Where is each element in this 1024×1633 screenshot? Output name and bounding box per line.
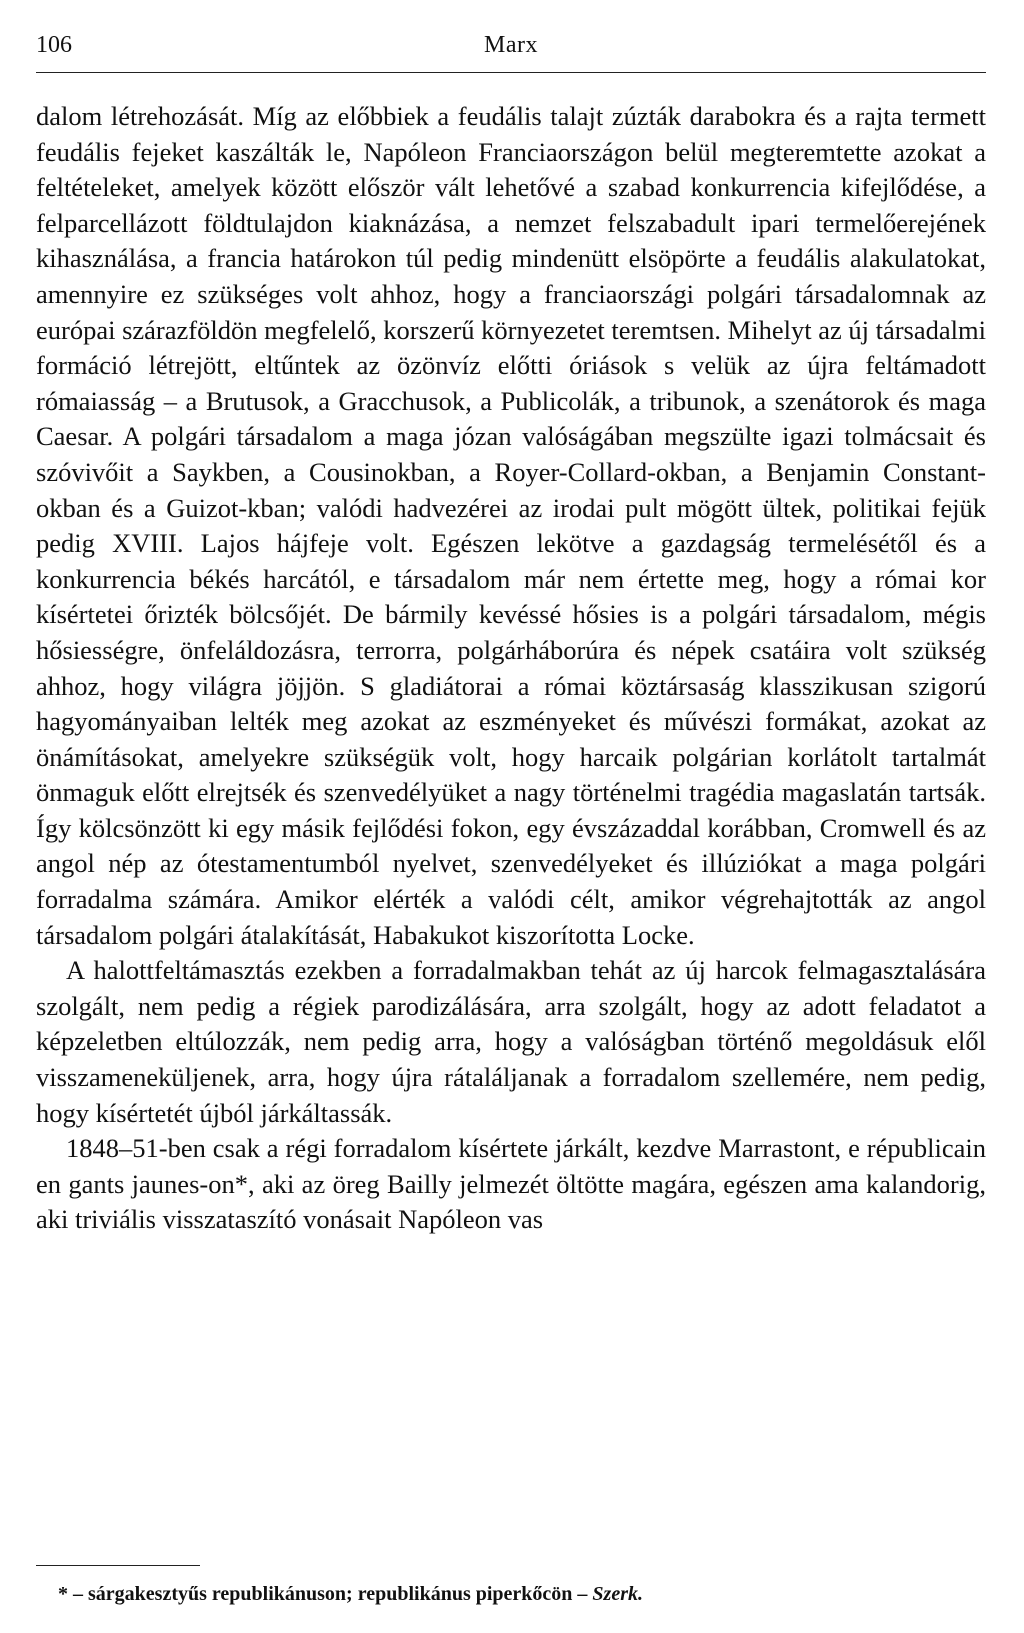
footnote-text: * – sárgakesztyűs republikánuson; republikánus piperkőcön – xyxy=(58,1583,593,1605)
paragraph: 1848–51-ben csak a régi forradalom kísértete járkált, kezdve Marrastont, e républicain en gants jaunes-on*, aki az öreg Bailly jelmezét öltötte magára, egészen ama kalandorig, aki triviális visszataszító vonásait Napóleon vas xyxy=(36,1133,986,1235)
running-title: Marx xyxy=(484,32,538,58)
body-text xyxy=(36,99,986,1238)
paragraph: dalom létrehozását. Míg az előbbiek a feudális talajt zúzták darabokra és a rajta termett feudális fejeket kaszálták le, Napóleon Franciaországon belül megteremtette azokat a feltételeket, amelyek között először vált lehetővé a szabad konkurrencia kifejlődése, a felparcellázott földtulajdon kiaknázása, a nemzet felszabadult ipari termelőerejének kihasználása, a francia határokon túl pedig mindenütt elsöpörte a feudális alakulatokat, amennyire ez szükséges volt ahhoz, hogy a franciaországi polgári társadalomnak az európai szárazföldön megfelelő, korszerű környezetet teremtsen. Mihelyt az új társadalmi formáció létrejött, eltűntek az özönvíz előtti óriások s velük az újra feltámadott rómaiasság – a Brutusok, a Gracchusok, a Publicolák, a tribunok, a szenátorok és maga Caesar. A polgári társadalom a maga józan valóságában megszülte igazi tolmácsait és szóvivőit a Saykben, a Cousinokban, a Royer-Collard-okban, a Benjamin Constant-okban és a Guizot-kban; valódi hadvezérei az irodai pult mögött ültek, politikai fejük pedig XVIII. Lajos hájfeje volt. Egészen lekötve a gazdagság termelésétől és a konkurrencia békés harcától, e társadalom már nem értette meg, hogy a római kor kísértetei őrizték bölcsőjét. De bármily kevéssé hősies is a polgári társadalom, mégis hősiességre, önfeláldozásra, terrorra, polgárháborúra és népek csatáira volt szükség ahhoz, hogy világra jöjjön. S gladiátorai a római köztársaság klasszikusan szigorú hagyományaiban lelték meg azokat az eszményeket és művészi formákat, azokat az önámításokat, amelyekre szükségük volt, hogy harcaik polgárian korlátolt tartalmát önmaguk előtt elrejtsék és szenvedélyüket a nagy történelmi tragédia magaslatán tartsák. Így kölcsönzött ki egy másik fejlődési fokon, egy évszázaddal korábban, Cromwell és az angol nép az ótestamentumból nyelvet, szenvedélyeket és illúziókat a maga polgári forradalma számára. Amikor elérték a valódi célt, amikor végrehajtották az angol társadalom polgári átalakítását, Habakukot kiszorította Locke. xyxy=(36,101,986,950)
running-head xyxy=(36,28,986,68)
footnote-editor-mark: Szerk. xyxy=(592,1583,643,1605)
footnote-rule xyxy=(36,1565,200,1566)
footnote xyxy=(58,1583,643,1606)
header-rule xyxy=(36,72,986,73)
page-number: 106 xyxy=(36,32,72,58)
paragraph: A halottfeltámasztás ezekben a forradalmakban tehát az új harcok felmagasztalására szolgált, nem pedig a régiek parodizálására, arra szolgált, hogy az adott feladatot a képzeletben eltúlozzák, nem pedig arra, hogy a valóságban történő megoldásuk elől visszameneküljenek, arra, hogy újra rátaláljanak a forradalom szellemére, nem pedig, hogy kísértetét újból járkáltassák. xyxy=(36,955,986,1128)
book-page xyxy=(36,0,986,1633)
